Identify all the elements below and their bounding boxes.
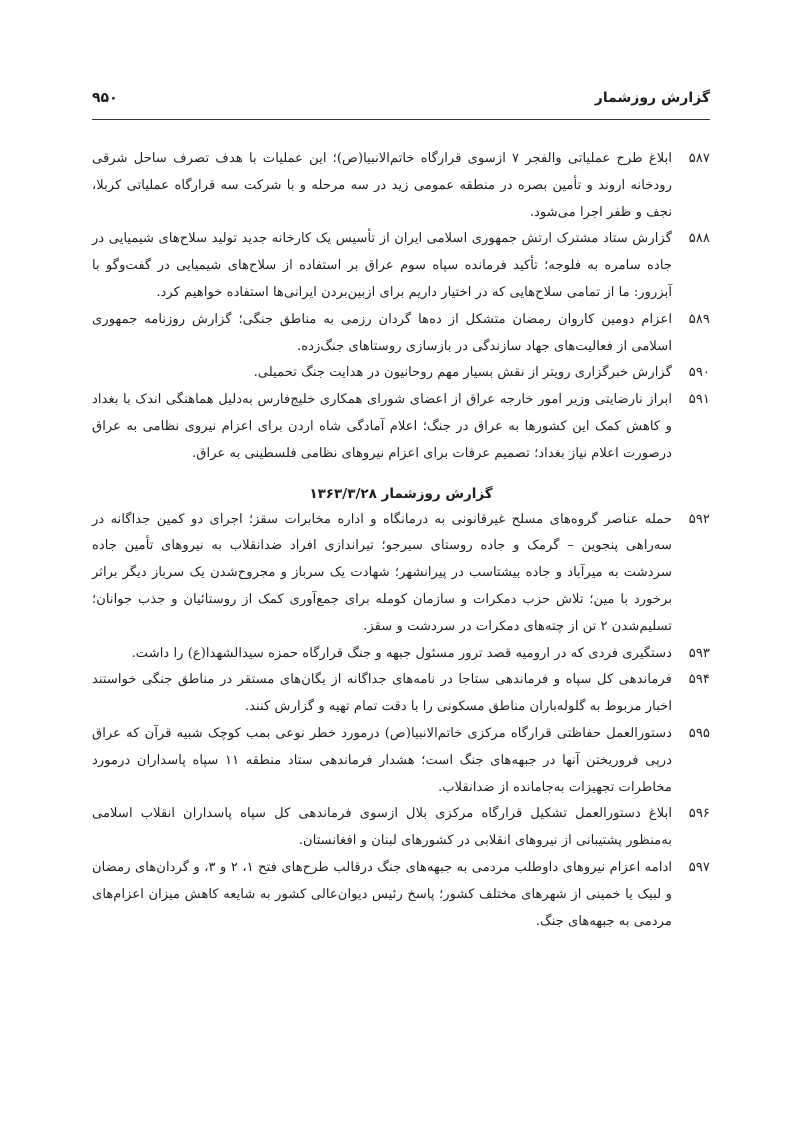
entry-number: ۵۹۳ — [688, 645, 710, 661]
entry-text: گزارش خبرگزاری رویتر از نقش بسیار مهم روحانیون در هدایت جنگ تحمیلی. — [253, 365, 672, 381]
entry-592 — [92, 507, 710, 641]
header-divider — [92, 119, 710, 120]
section-heading: گزارش روزشمار ۱۳۶۳/۳/۲۸ — [309, 485, 493, 502]
entry-number: ۵۹۶ — [688, 806, 710, 822]
entry-number: ۵۹۰ — [688, 365, 710, 381]
entry-number: ۵۹۱ — [688, 392, 710, 408]
entry-number: ۵۹۷ — [688, 859, 710, 875]
section-2 — [92, 507, 710, 936]
entry-595 — [92, 721, 710, 801]
entry-text: اعزام دومین کاروان رمضان متشکل از ده‌ها گردان رزمی به مناطق جنگی؛ گزارش روزنامه جمهوری اسلامی از فعالیت‌های جهاد سازندگی در بازسازی روستاهای جنگ‌زده. — [92, 311, 672, 354]
page-number: ۹۵۰ — [92, 90, 118, 106]
entry-text: ابلاغ دستورالعمل تشکیل قرارگاه مرکزی بلال ازسوی فرماندهی کل سپاه پاسداران انقلاب اسلامی به‌منظور پشتیبانی از نیروهای انقلابی در کشورهای لبنان و افغانستان. — [92, 806, 672, 849]
entry-588 — [92, 226, 710, 306]
entry-594 — [92, 667, 710, 721]
entry-587 — [92, 146, 710, 226]
header-title: گزارش روزشمار — [594, 90, 710, 106]
entry-number: ۵۸۹ — [688, 311, 710, 327]
entry-number: ۵۸۷ — [688, 151, 710, 166]
page-body — [92, 146, 710, 935]
entry-593 — [92, 641, 710, 668]
entry-text: حمله عناصر گروه‌های مسلح غیرقانونی به درمانگاه و اداره مخابرات سقز؛ اجرای دو کمین جداگانه در سه‌راهی پنجوین – گرمک و جاده روستای سیرجو؛ تیراندازی افراد ضدانقلاب به نیروهای تأمین جاده سردشت به میرآباد و جاده بیشتاسب در پیرانشهر؛ شهادت یک سرباز و مجروح‌شدن یک سرباز دیگر براثر برخورد با مین؛ تلاش حزب دمکرات و سازمان کومله برای جمع‌آوری کمک از روستائیان و جذب جوانان؛ تسلیم‌شدن ۲ تن از چته‌های دمکرات در سردشت و سقز. — [92, 511, 672, 634]
entry-text: دستورالعمل حفاظتی قرارگاه مرکزی خاتم‌الانبیا(ص) درمورد خطر نوعی بمب کوچک شبیه قرآن که عراق درپی فروریختن آنها در جبهه‌های جنگ است؛ هشدار فرماندهی ستاد منطقه ۱۱ سپاه پاسداران درمورد مخاطرات تجهیزات به‌جامانده از ضدانقلاب. — [92, 725, 673, 795]
entry-text: دستگیری فردی که در ارومیه قصد ترور مسئول جبهه و جنگ قرارگاه حمزه سیدالشهدا(ع) را داشت. — [131, 645, 672, 661]
entry-596 — [92, 801, 710, 855]
entry-number: ۵۹۴ — [688, 672, 710, 688]
entry-589 — [92, 307, 710, 361]
entry-text: فرماندهی کل سپاه و فرماندهی ستاجا در نامه‌های جداگانه از یگان‌های مستقر در مناطق جنگی خواستند اخبار مربوط به گلوله‌باران مناطق مسکونی را با دقت تمام تهیه و گزارش کنند. — [92, 672, 672, 715]
entry-591 — [92, 387, 710, 467]
entry-590 — [92, 360, 710, 387]
entry-number: ۵۹۲ — [688, 511, 710, 527]
entry-text: گزارش ستاد مشترک ارتش جمهوری اسلامی ایران از تأسیس یک کارخانه جدید تولید سلاح‌های شیمیایی در جاده سامره به فلوجه؛ تأکید فرمانده سپاه سوم عراق بر استفاده از سلاح‌های شیمیایی در گفت‌وگو با آبزرور: ما از تمامی سلاح‌هایی که در اختیار داریم برای ازبین‌بردن ایرانی‌ها استفاده خواهیم کرد. — [92, 231, 672, 300]
running-header — [92, 90, 710, 116]
entry-text: ادامه اعزام نیروهای داوطلب مردمی به جبهه‌های جنگ درقالب طرح‌های فتح ۱، ۲ و ۳، و گردان‌های رمضان و لبیک یا خمینی از شهرهای مختلف کشور؛ پاسخ رئیس دیوان‌عالی کشور به شایعه کاهش میزان اعزام‌های مردمی به جبهه‌های جنگ. — [92, 859, 673, 929]
entry-text: ابلاغ طرح عملیاتی والفجر ۷ ازسوی قرارگاه خاتم‌الانبیا(ص)؛ این عملیات با هدف تصرف ساحل شرقی رودخانه اروند و تأمین بصره در منطقه عمومی زید در سه مرحله و با شرکت سه قرارگاه عملیاتی کربلا، نجف و ظفر اجرا می‌شود. — [92, 151, 673, 220]
entry-text: ابراز نارضایتی وزیر امور خارجه عراق از اعضای شورای همکاری خلیج‌فارس به‌دلیل هماهنگی اندک با بغداد و کاهش کمک این کشورها به عراق در جنگ؛ اعلام آمادگی شاه اردن برای اعزام نیروی نظامی به عراق درصورت اعلام نیاز بغداد؛ تصمیم عرفات برای اعزام نیروهای نظامی فلسطینی به عراق. — [92, 392, 672, 461]
section-1 — [92, 146, 710, 468]
entry-597 — [92, 855, 710, 935]
entry-number: ۵۸۸ — [688, 231, 710, 247]
entry-number: ۵۹۵ — [688, 725, 710, 741]
